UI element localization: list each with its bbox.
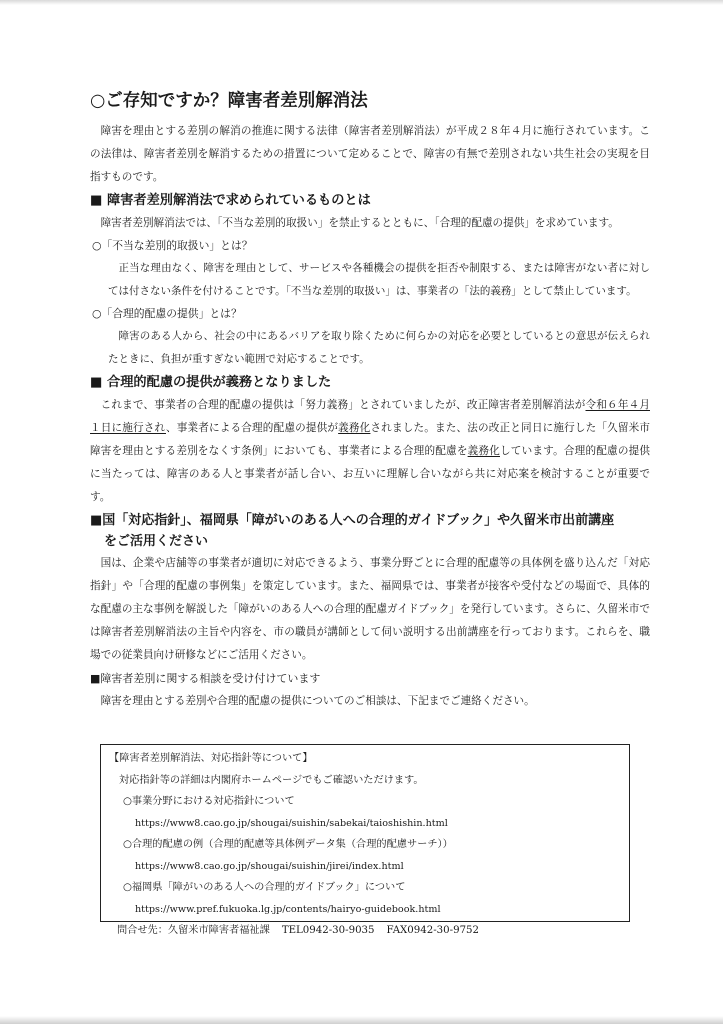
contact-fax: FAX0942-30-9752 [386, 925, 480, 936]
section-heading-obligation: ■ 合理的配慮の提供が義務となりました [90, 375, 332, 390]
info-box-intro: 対応指針等の詳細は内閣府ホームページでもご確認いただけます。 [119, 774, 424, 786]
info-item-guidebook-url: https://www.pref.fukuoka.lg.jp/contents/hairyo-guidebook.html [135, 903, 441, 915]
subheading-unfair-treatment: ○「不当な差別的取扱い」とは？ [92, 239, 253, 252]
reasonable-accommodation-paragraph: 障害のある人から、社会の中にあるバリアを取り除くために何らかの対応を必要としているとの意思が伝えられたときに、負担が重すぎない範囲で対応することです。 [108, 330, 650, 365]
obligation-paragraph [90, 394, 650, 509]
document-body [90, 88, 650, 713]
info-item-guidebook-label: ○福岡県「障がいのある人への合理的ガイドブック」について [123, 882, 406, 893]
requirements-paragraph: 障害者差別解消法では、「不当な差別的取扱い」を禁止するとともに、「合理的配慮の提供」を求めています。 [100, 217, 619, 229]
obligation-text-4: しています。合理的配慮の提供に当たっては、障害のある人と事業者が話し合い、お互いに理解し合いながら共に対応案を検討することが重要です。 [90, 445, 651, 503]
obligation-text-3: されました。また、法の改正と同日に施行した「久留米市障害を理由とする差別をなくす条例」においても、事業者による合理的配慮を [90, 422, 651, 457]
scan-edge-top [0, 0, 723, 5]
info-item-guidelines-label: ○事業分野における対応指針について [123, 796, 295, 807]
obligation-underline-mandated-1: 義務化 [338, 422, 371, 434]
section-heading-guidelines [90, 510, 650, 552]
intro-paragraph: 障害を理由とする差別の解消の推進に関する法律（障害者差別解消法）が平成２８年４月に施行されています。この法律は、障害者差別を解消するための措置について定めることで、障害の有無で差別されない共生社会の実現を目指すものです。 [90, 125, 650, 183]
obligation-text-1: これまで、事業者の合理的配慮の提供は「努力義務」とされていましたが、改正障害者差別解消法が [100, 399, 586, 411]
scan-edge-bottom [0, 1016, 723, 1024]
info-box-title: 【障害者差別解消法、対応指針等について】 [109, 753, 313, 764]
guidelines-paragraph: 国は、企業や店舗等の事業者が適切に対応できるよう、事業分野ごとに合理的配慮等の具体例を盛り込んだ「対応指針」や「合理的配慮の事例集」を策定しています。また、福岡県では、事業者が接客や受付などの場面で、具体的な配慮の主な事例を解説した「障がいのある人への合理的配慮ガイドブック」を発行しています。さらに、久留米市では障害者差別解消法の主旨や内容を、市の職員が講師として伺い説明する出前講座を行っております。これらを、職場での従業員向け研修などにご活用ください。 [90, 557, 650, 661]
guidelines-heading-line1: ■国「対応指針」、福岡県「障がいのある人への合理的ガイドブック」や久留米市出前講座 [90, 513, 615, 528]
main-title: ○ご存知ですか？障害者差別解消法 [90, 91, 368, 111]
contact-line [109, 920, 619, 942]
obligation-text-2: 、事業者による合理的配慮の提供が [165, 422, 339, 434]
guidelines-heading-line2: をご活用ください [104, 534, 209, 549]
info-item-examples-label: ○合理的配慮の例（合理的配慮等具体例データ集（合理的配慮サーチ）） [123, 839, 453, 850]
contact-label: 問合せ先：久留米市障害者福祉課 [117, 925, 270, 936]
info-item-examples-url: https://www8.cao.go.jp/shougai/suishin/jirei/index.html [135, 860, 404, 872]
contact-tel: TEL0942-30-9035 [281, 925, 375, 936]
section-heading-consultation: ■障害者差別に関する相談を受け付けています [90, 672, 321, 685]
info-box [100, 744, 630, 936]
info-item-guidelines-url: https://www8.cao.go.jp/shougai/suishin/sabekai/taioshishin.html [135, 817, 448, 829]
obligation-underline-mandated-2: 義務化 [467, 445, 500, 457]
subheading-reasonable-accommodation: ○「合理的配慮の提供」とは？ [92, 307, 242, 320]
obligation-underline-enforcement: 令和６年４月１日に施行され [90, 399, 650, 434]
section-heading-requirements: ■ 障害者差別解消法で求められているものとは [90, 193, 371, 208]
consultation-paragraph: 障害を理由とする差別や合理的配慮の提供についてのご相談は、下記までご連絡ください。 [100, 695, 535, 707]
unfair-treatment-paragraph: 正当な理由なく、障害を理由として、サービスや各種機会の提供を拒否や制限する、または障害がない者に対しては付さない条件を付けることです。「不当な差別的取扱い」は、事業者の「法的義務」として禁止しています。 [108, 262, 650, 297]
